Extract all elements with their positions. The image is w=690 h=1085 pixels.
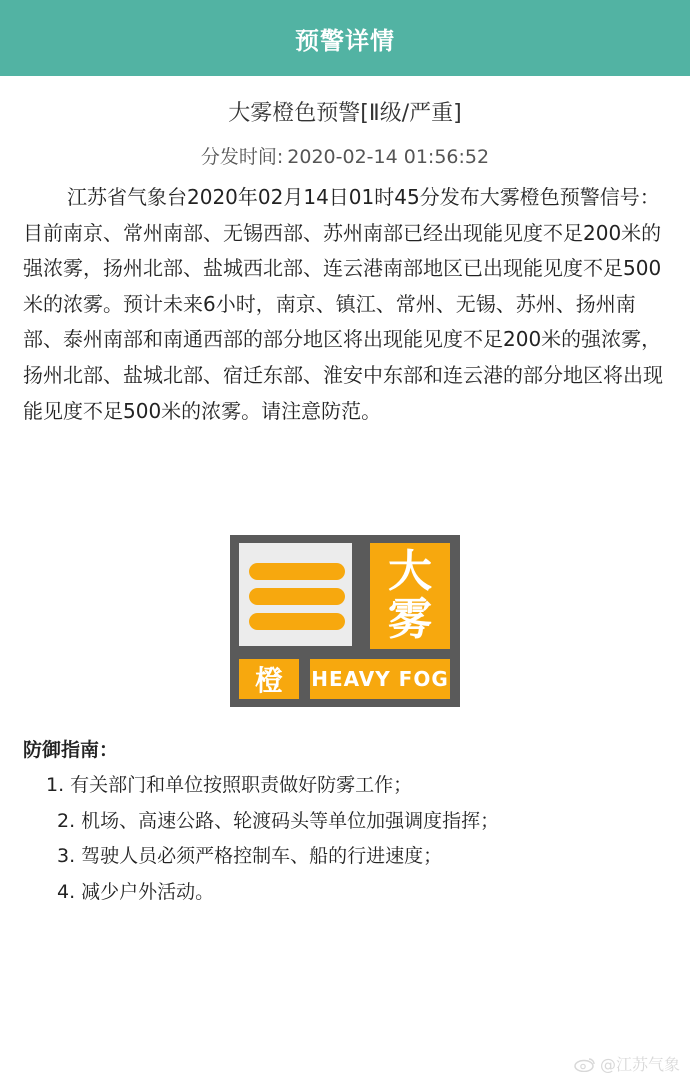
page-title: 预警详情 [295, 26, 395, 55]
guide-item: 2. 机场、高速公路、轮渡码头等单位加强调度指挥； [57, 809, 500, 832]
guide-list [46, 768, 499, 910]
guide-item: 1. 有关部门和单位按照职责做好防雾工作； [46, 774, 413, 796]
issue-time-label: 分发时间: [200, 146, 284, 168]
heavy-fog-warning-sign [230, 535, 460, 707]
watermark-text: @江苏气象 [599, 1055, 680, 1074]
fog-bar [249, 563, 345, 580]
sign-color-label [239, 659, 299, 699]
fog-bar [249, 613, 345, 630]
warning-body: 江苏省气象台2020年02月14日01时45分发布大雾橙色预警信号：目前南京、常州南部、无锡西部、苏州南部已经出现能见度不足200米的强浓雾，扬州北部、盐城西北部、连云港南部地区已出现能见度不足500米的浓雾。预计未来6小时，南京、镇江、常州、无锡、苏州、扬州南部、泰州南部和南通西部的部分地区将出现能见度不足200米的强浓雾，扬州北部、盐城北部、宿迁东部、淮安中东部和连云港的部分地区将出现能见度不足500米的浓雾。请注意防范。 [23, 185, 663, 423]
warning-title: 大雾橙色预警[Ⅱ级/严重] [228, 101, 462, 126]
issue-time-value: 2020-02-14 01:56:52 [287, 146, 490, 168]
watermark [574, 1052, 680, 1075]
sign-hazard-label [370, 543, 450, 649]
sign-char-bottom: 雾 [388, 594, 432, 645]
sign-char-top: 大 [388, 546, 432, 597]
sign-color-char: 橙 [254, 664, 283, 697]
guide-item: 3. 驾驶人员必须严格控制车、船的行进速度； [57, 845, 443, 867]
sign-english-label [310, 659, 450, 699]
guide-item: 4. 减少户外活动。 [57, 880, 215, 903]
sign-english-text: HEAVY FOG [311, 667, 449, 691]
page-header [0, 0, 690, 76]
issue-time [0, 142, 690, 169]
fog-bars-panel [239, 543, 352, 646]
fog-bar [249, 588, 345, 605]
weibo-icon [574, 1056, 596, 1072]
guide-title: 防御指南： [23, 739, 119, 761]
